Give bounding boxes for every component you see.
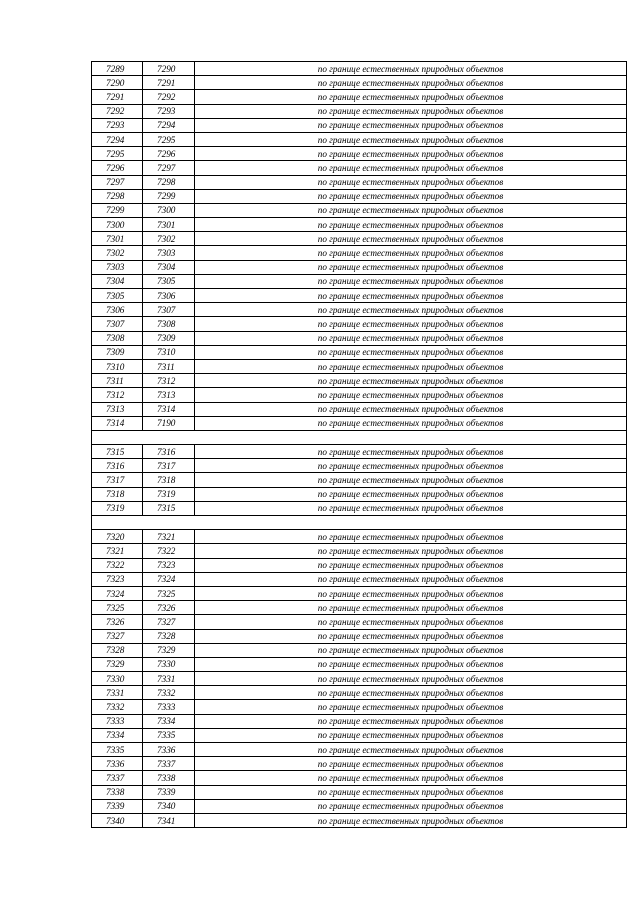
point-from-cell: 7317 <box>92 473 143 487</box>
description-cell: по границе естественных природных объектов <box>195 757 627 771</box>
point-from-cell: 7309 <box>92 345 143 359</box>
table-row <box>92 601 627 615</box>
table-row <box>92 643 627 657</box>
description-cell: по границе естественных природных объектов <box>195 686 627 700</box>
group-separator-row <box>92 430 627 444</box>
point-to-cell: 7336 <box>143 743 195 757</box>
point-to-cell: 7298 <box>143 175 195 189</box>
point-from-cell: 7322 <box>92 558 143 572</box>
description-cell: по границе естественных природных объектов <box>195 218 627 232</box>
point-to-cell: 7308 <box>143 317 195 331</box>
description-cell: по границе естественных природных объектов <box>195 289 627 303</box>
table-row <box>92 743 627 757</box>
point-to-cell: 7307 <box>143 303 195 317</box>
point-to-cell: 7300 <box>143 203 195 217</box>
description-cell: по границе естественных природных объектов <box>195 359 627 373</box>
point-to-cell: 7315 <box>143 501 195 515</box>
table-row <box>92 586 627 600</box>
point-to-cell: 7299 <box>143 189 195 203</box>
table-row <box>92 218 627 232</box>
point-from-cell: 7316 <box>92 459 143 473</box>
point-to-cell: 7337 <box>143 757 195 771</box>
table-body <box>92 62 627 828</box>
description-cell: по границе естественных природных объектов <box>195 161 627 175</box>
table-row <box>92 771 627 785</box>
point-from-cell: 7323 <box>92 572 143 586</box>
description-cell: по границе естественных природных объектов <box>195 104 627 118</box>
separator-cell <box>92 516 627 530</box>
table-row <box>92 388 627 402</box>
point-from-cell: 7326 <box>92 615 143 629</box>
table-row <box>92 175 627 189</box>
table-row <box>92 445 627 459</box>
point-from-cell: 7289 <box>92 62 143 76</box>
point-to-cell: 7313 <box>143 388 195 402</box>
point-from-cell: 7334 <box>92 728 143 742</box>
border-points-table <box>91 61 627 828</box>
description-cell: по границе естественных природных объектов <box>195 317 627 331</box>
description-cell: по границе естественных природных объектов <box>195 175 627 189</box>
table-row <box>92 189 627 203</box>
point-to-cell: 7312 <box>143 374 195 388</box>
point-to-cell: 7341 <box>143 813 195 827</box>
point-from-cell: 7302 <box>92 246 143 260</box>
table-row <box>92 686 627 700</box>
point-to-cell: 7331 <box>143 672 195 686</box>
table-row <box>92 76 627 90</box>
table-row <box>92 629 627 643</box>
point-from-cell: 7294 <box>92 132 143 146</box>
point-from-cell: 7320 <box>92 530 143 544</box>
point-from-cell: 7308 <box>92 331 143 345</box>
point-from-cell: 7329 <box>92 657 143 671</box>
table-row <box>92 416 627 430</box>
description-cell: по границе естественных природных объектов <box>195 473 627 487</box>
point-to-cell: 7332 <box>143 686 195 700</box>
point-to-cell: 7327 <box>143 615 195 629</box>
description-cell: по границе естественных природных объектов <box>195 445 627 459</box>
description-cell: по границе естественных природных объектов <box>195 743 627 757</box>
point-from-cell: 7298 <box>92 189 143 203</box>
point-to-cell: 7297 <box>143 161 195 175</box>
point-from-cell: 7310 <box>92 359 143 373</box>
description-cell: по границе естественных природных объектов <box>195 799 627 813</box>
point-to-cell: 7334 <box>143 714 195 728</box>
description-cell: по границе естественных природных объектов <box>195 530 627 544</box>
description-cell: по границе естественных природных объектов <box>195 672 627 686</box>
point-from-cell: 7328 <box>92 643 143 657</box>
point-from-cell: 7339 <box>92 799 143 813</box>
point-from-cell: 7312 <box>92 388 143 402</box>
table-row <box>92 615 627 629</box>
point-to-cell: 7340 <box>143 799 195 813</box>
description-cell: по границе естественных природных объектов <box>195 586 627 600</box>
description-cell: по границе естественных природных объектов <box>195 402 627 416</box>
table-row <box>92 132 627 146</box>
table-row <box>92 657 627 671</box>
point-to-cell: 7296 <box>143 147 195 161</box>
description-cell: по границе естественных природных объектов <box>195 487 627 501</box>
group-separator-row <box>92 516 627 530</box>
table-row <box>92 530 627 544</box>
point-from-cell: 7333 <box>92 714 143 728</box>
point-to-cell: 7309 <box>143 331 195 345</box>
point-to-cell: 7321 <box>143 530 195 544</box>
point-to-cell: 7314 <box>143 402 195 416</box>
table-row <box>92 90 627 104</box>
description-cell: по границе естественных природных объектов <box>195 345 627 359</box>
point-from-cell: 7290 <box>92 76 143 90</box>
description-cell: по границе естественных природных объектов <box>195 643 627 657</box>
point-from-cell: 7306 <box>92 303 143 317</box>
description-cell: по границе естественных природных объектов <box>195 388 627 402</box>
point-from-cell: 7337 <box>92 771 143 785</box>
point-to-cell: 7324 <box>143 572 195 586</box>
table-row <box>92 303 627 317</box>
point-to-cell: 7292 <box>143 90 195 104</box>
table-row <box>92 402 627 416</box>
point-from-cell: 7315 <box>92 445 143 459</box>
point-to-cell: 7330 <box>143 657 195 671</box>
description-cell: по границе естественных природных объектов <box>195 572 627 586</box>
description-cell: по границе естественных природных объектов <box>195 90 627 104</box>
point-to-cell: 7328 <box>143 629 195 643</box>
point-from-cell: 7332 <box>92 700 143 714</box>
separator-cell <box>92 430 627 444</box>
point-to-cell: 7319 <box>143 487 195 501</box>
description-cell: по границе естественных природных объектов <box>195 274 627 288</box>
point-to-cell: 7335 <box>143 728 195 742</box>
description-cell: по границе естественных природных объектов <box>195 544 627 558</box>
table-row <box>92 757 627 771</box>
point-from-cell: 7299 <box>92 203 143 217</box>
point-from-cell: 7292 <box>92 104 143 118</box>
description-cell: по границе естественных природных объектов <box>195 700 627 714</box>
point-to-cell: 7301 <box>143 218 195 232</box>
description-cell: по границе естественных природных объектов <box>195 76 627 90</box>
point-to-cell: 7291 <box>143 76 195 90</box>
point-to-cell: 7338 <box>143 771 195 785</box>
point-from-cell: 7331 <box>92 686 143 700</box>
point-from-cell: 7338 <box>92 785 143 799</box>
table-row <box>92 104 627 118</box>
point-from-cell: 7318 <box>92 487 143 501</box>
point-to-cell: 7190 <box>143 416 195 430</box>
point-from-cell: 7304 <box>92 274 143 288</box>
point-to-cell: 7326 <box>143 601 195 615</box>
table-row <box>92 785 627 799</box>
point-to-cell: 7329 <box>143 643 195 657</box>
table-row <box>92 374 627 388</box>
table-row <box>92 232 627 246</box>
table-row <box>92 62 627 76</box>
point-from-cell: 7297 <box>92 175 143 189</box>
description-cell: по границе естественных природных объектов <box>195 785 627 799</box>
point-from-cell: 7313 <box>92 402 143 416</box>
point-to-cell: 7293 <box>143 104 195 118</box>
point-from-cell: 7305 <box>92 289 143 303</box>
table-row <box>92 161 627 175</box>
table-row <box>92 501 627 515</box>
table-row <box>92 331 627 345</box>
point-from-cell: 7300 <box>92 218 143 232</box>
point-to-cell: 7322 <box>143 544 195 558</box>
description-cell: по границе естественных природных объектов <box>195 118 627 132</box>
point-from-cell: 7307 <box>92 317 143 331</box>
point-from-cell: 7327 <box>92 629 143 643</box>
description-cell: по границе естественных природных объектов <box>195 657 627 671</box>
table-row <box>92 558 627 572</box>
point-from-cell: 7295 <box>92 147 143 161</box>
description-cell: по границе естественных природных объектов <box>195 813 627 827</box>
description-cell: по границе естественных природных объектов <box>195 558 627 572</box>
point-from-cell: 7325 <box>92 601 143 615</box>
table-row <box>92 260 627 274</box>
point-from-cell: 7336 <box>92 757 143 771</box>
point-from-cell: 7335 <box>92 743 143 757</box>
point-to-cell: 7305 <box>143 274 195 288</box>
description-cell: по границе естественных природных объектов <box>195 615 627 629</box>
point-from-cell: 7291 <box>92 90 143 104</box>
point-from-cell: 7340 <box>92 813 143 827</box>
table-row <box>92 246 627 260</box>
description-cell: по границе естественных природных объектов <box>195 62 627 76</box>
point-to-cell: 7339 <box>143 785 195 799</box>
table-row <box>92 317 627 331</box>
description-cell: по границе естественных природных объектов <box>195 601 627 615</box>
table-row <box>92 359 627 373</box>
description-cell: по границе естественных природных объектов <box>195 260 627 274</box>
point-to-cell: 7333 <box>143 700 195 714</box>
table-row <box>92 345 627 359</box>
table-row <box>92 572 627 586</box>
description-cell: по границе естественных природных объектов <box>195 232 627 246</box>
description-cell: по границе естественных природных объектов <box>195 629 627 643</box>
point-from-cell: 7324 <box>92 586 143 600</box>
table-row <box>92 714 627 728</box>
point-from-cell: 7293 <box>92 118 143 132</box>
description-cell: по границе естественных природных объектов <box>195 331 627 345</box>
point-to-cell: 7310 <box>143 345 195 359</box>
point-from-cell: 7311 <box>92 374 143 388</box>
description-cell: по границе естественных природных объектов <box>195 501 627 515</box>
table-row <box>92 487 627 501</box>
description-cell: по границе естественных природных объектов <box>195 416 627 430</box>
description-cell: по границе естественных природных объектов <box>195 714 627 728</box>
table-row <box>92 813 627 827</box>
table-row <box>92 700 627 714</box>
point-to-cell: 7304 <box>143 260 195 274</box>
table-row <box>92 118 627 132</box>
table-row <box>92 274 627 288</box>
point-to-cell: 7290 <box>143 62 195 76</box>
point-to-cell: 7311 <box>143 359 195 373</box>
point-to-cell: 7295 <box>143 132 195 146</box>
point-from-cell: 7303 <box>92 260 143 274</box>
description-cell: по границе естественных природных объектов <box>195 728 627 742</box>
description-cell: по границе естественных природных объектов <box>195 189 627 203</box>
point-to-cell: 7316 <box>143 445 195 459</box>
point-from-cell: 7319 <box>92 501 143 515</box>
point-from-cell: 7314 <box>92 416 143 430</box>
point-to-cell: 7306 <box>143 289 195 303</box>
point-from-cell: 7321 <box>92 544 143 558</box>
description-cell: по границе естественных природных объектов <box>195 246 627 260</box>
point-from-cell: 7301 <box>92 232 143 246</box>
table-row <box>92 728 627 742</box>
description-cell: по границе естественных природных объектов <box>195 203 627 217</box>
description-cell: по границе естественных природных объектов <box>195 459 627 473</box>
point-to-cell: 7302 <box>143 232 195 246</box>
table-row <box>92 289 627 303</box>
table-row <box>92 459 627 473</box>
point-to-cell: 7318 <box>143 473 195 487</box>
description-cell: по границе естественных природных объектов <box>195 303 627 317</box>
point-to-cell: 7317 <box>143 459 195 473</box>
description-cell: по границе естественных природных объектов <box>195 147 627 161</box>
description-cell: по границе естественных природных объектов <box>195 132 627 146</box>
description-cell: по границе естественных природных объектов <box>195 771 627 785</box>
point-to-cell: 7323 <box>143 558 195 572</box>
table-row <box>92 473 627 487</box>
point-to-cell: 7303 <box>143 246 195 260</box>
point-from-cell: 7296 <box>92 161 143 175</box>
table-row <box>92 544 627 558</box>
point-to-cell: 7325 <box>143 586 195 600</box>
point-from-cell: 7330 <box>92 672 143 686</box>
table-row <box>92 147 627 161</box>
table-row <box>92 672 627 686</box>
description-cell: по границе естественных природных объектов <box>195 374 627 388</box>
point-to-cell: 7294 <box>143 118 195 132</box>
table-row <box>92 799 627 813</box>
table-row <box>92 203 627 217</box>
